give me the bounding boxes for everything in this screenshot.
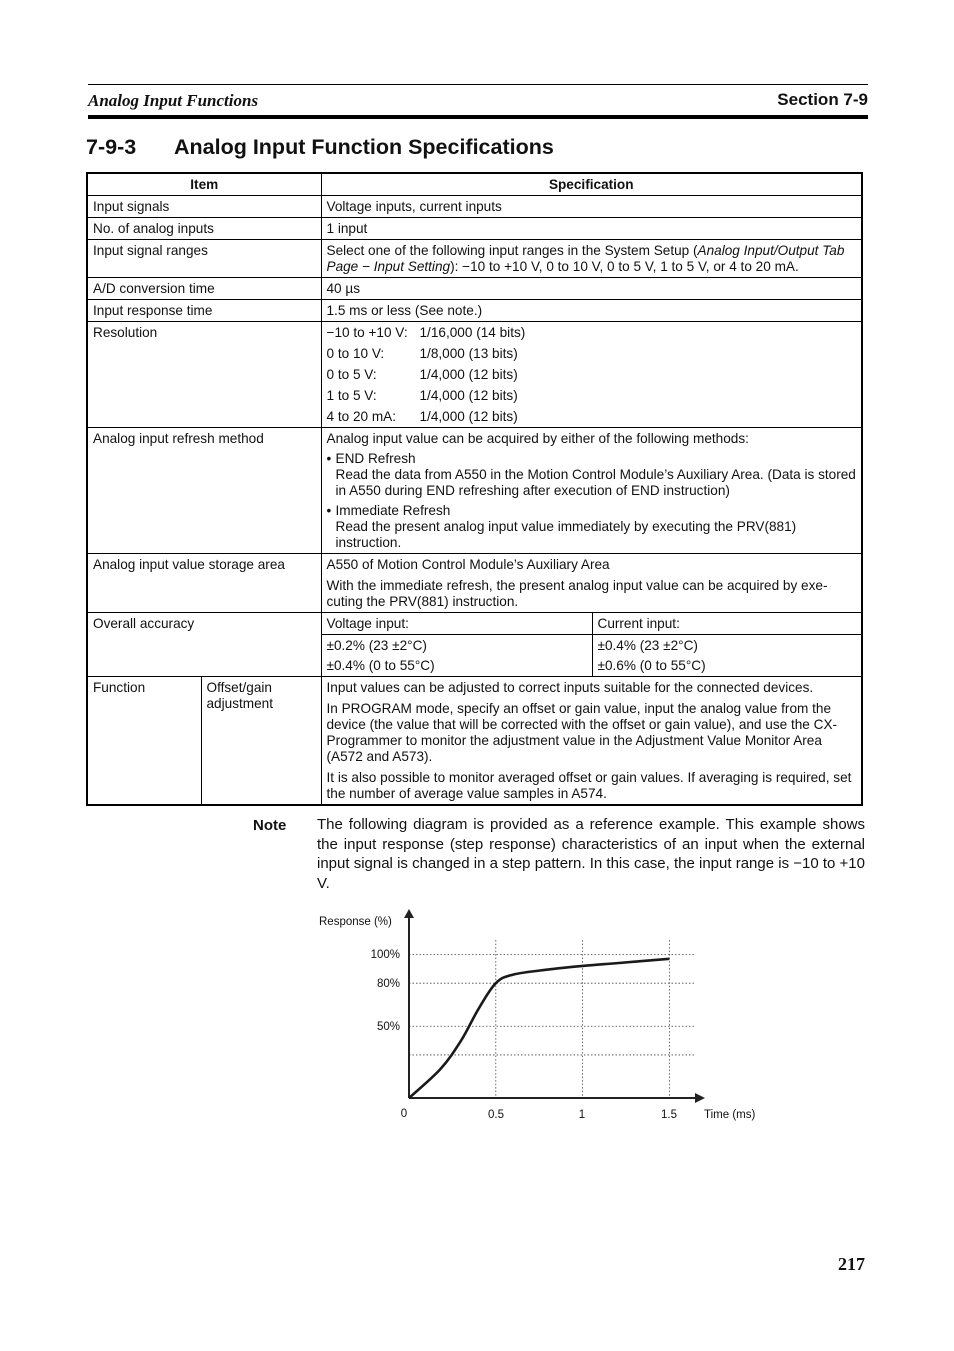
spec-cell: [321, 677, 862, 806]
storage-p1: A550 of Motion Control Module’s Auxiliary Area: [326, 557, 610, 572]
spec-cell: [321, 428, 862, 554]
item-cell: No. of analog inputs: [87, 218, 321, 240]
resolution-row: [327, 388, 857, 404]
resolution-value: 1/4,000 (12 bits): [419, 388, 518, 403]
x-tick-label: 0.5: [488, 1109, 504, 1121]
accuracy-value: ±0.4% (0 to 55°C): [326, 658, 435, 673]
y-axis-arrow-icon: [404, 909, 414, 918]
spec-cell: Voltage inputs, current inputs: [321, 196, 862, 218]
response-curve: [409, 959, 669, 1098]
spec-cell: [321, 554, 862, 613]
page-number: 217: [838, 1254, 865, 1274]
item-cell: Overall accuracy: [87, 613, 321, 677]
sub-item-cell: Offset/gain adjustment: [201, 677, 321, 806]
refresh-intro: Analog input value can be acquired by either of the following methods:: [326, 431, 749, 446]
resolution-range: −10 to +10 V:: [326, 325, 408, 340]
table-row: [87, 428, 862, 554]
table-row: [87, 322, 862, 428]
item-cell: Analog input refresh method: [87, 428, 321, 554]
resolution-row: [327, 409, 857, 425]
resolution-row: [327, 325, 857, 341]
section-title-text: Analog Input Function Specifications: [174, 135, 554, 159]
bullet-immediate-refresh: [327, 503, 857, 551]
resolution-value: 1/4,000 (12 bits): [419, 367, 518, 382]
table-row: [87, 677, 862, 806]
storage-p2: With the immediate refresh, the present analog input value can be acquired by exe-cuting the PRV(881) instruction.: [326, 578, 828, 609]
ranges-text-b: Analog Input/Output Tab Page − Input Setting: [326, 243, 845, 274]
running-header: [88, 84, 868, 119]
header-chapter-title: Analog Input Functions: [88, 91, 259, 110]
table-row: [87, 240, 862, 278]
function-p1: Input values can be adjusted to correct inputs suitable for the connected devices.: [326, 680, 814, 695]
note-text: The following diagram is provided as a reference example. This example shows the input response (step response) characteristics of an input when the external input signal is changed in a step pattern. In this case, the input range is −10 to +10 V.: [317, 816, 865, 892]
accuracy-current-label: Current input:: [592, 613, 862, 635]
table-row: [87, 300, 862, 322]
accuracy-value: ±0.2% (23 ±2°C): [326, 638, 427, 653]
step-response-chart: [300, 900, 770, 1130]
immediate-refresh-body: Read the present analog input value immediately by executing the PRV(881) instruction.: [335, 519, 797, 550]
bullet-end-refresh: [327, 451, 857, 499]
ranges-text-a: Select one of the following input ranges in the System Setup (: [326, 243, 698, 258]
resolution-range: 0 to 10 V:: [326, 346, 385, 361]
section-title: [86, 135, 554, 160]
resolution-value: 1/8,000 (13 bits): [419, 346, 518, 361]
header-rule: [88, 115, 868, 119]
chart-grid: [409, 940, 695, 1098]
spec-table: [86, 172, 863, 806]
resolution-value: 1/16,000 (14 bits): [419, 325, 526, 340]
resolution-range: 1 to 5 V:: [326, 388, 377, 403]
y-axis-label: Response (%): [319, 916, 392, 928]
item-cell: A/D conversion time: [87, 278, 321, 300]
spec-cell: 1 input: [321, 218, 862, 240]
table-row: [87, 278, 862, 300]
accuracy-value: ±0.4% (23 ±2°C): [597, 638, 698, 653]
function-p2: In PROGRAM mode, specify an offset or gain value, input the analog value from the device (the value that will be corrected with the offset or gain value), and use the CX-Programmer to monitor the adjustment value in the Adjustment Value Monitor Area (A572 and A573).: [326, 701, 838, 764]
function-p3: It is also possible to monitor averaged offset or gain values. If averaging is required, set the number of average value samples in A574.: [326, 770, 852, 801]
y-tick-label: 50%: [376, 1021, 400, 1033]
section-number: 7-9-3: [86, 135, 137, 159]
x-axis-label: Time (ms): [704, 1109, 756, 1121]
table-row: [87, 554, 862, 613]
x-tick-label: 0: [400, 1108, 408, 1120]
bullet-icon: •: [326, 503, 332, 518]
resolution-row: [327, 346, 857, 362]
spec-cell: [321, 322, 862, 428]
bullet-icon: •: [326, 451, 332, 466]
item-cell: Input signals: [87, 196, 321, 218]
resolution-range: 4 to 20 mA:: [326, 409, 397, 424]
y-tick-label: 80%: [376, 978, 400, 990]
item-cell: Function: [87, 677, 201, 806]
accuracy-value: ±0.6% (0 to 55°C): [597, 658, 706, 673]
item-cell: Resolution: [87, 322, 321, 428]
item-cell: Input signal ranges: [87, 240, 321, 278]
x-tick-label: 1: [578, 1109, 586, 1121]
accuracy-voltage-values: [321, 635, 592, 677]
resolution-row: [327, 367, 857, 383]
end-refresh-body: Read the data from A550 in the Motion Control Module’s Auxiliary Area. (Data is stored in A550 during END refreshing after execution of END instruction): [335, 467, 856, 498]
x-axis-arrow-icon: [695, 1093, 705, 1103]
resolution-value: 1/4,000 (12 bits): [419, 409, 518, 424]
accuracy-voltage-label: Voltage input:: [321, 613, 592, 635]
spec-cell: [321, 240, 862, 278]
x-tick-label: 1.5: [661, 1109, 677, 1121]
header-item: Item: [87, 173, 321, 196]
spec-cell: 40 µs: [321, 278, 862, 300]
table-row: [87, 196, 862, 218]
item-cell: Input response time: [87, 300, 321, 322]
table-row: [87, 218, 862, 240]
table-row: [87, 613, 862, 635]
resolution-range: 0 to 5 V:: [326, 367, 377, 382]
end-refresh-title: END Refresh: [335, 451, 416, 466]
accuracy-current-values: [592, 635, 862, 677]
note-block: [253, 815, 865, 893]
ranges-text-c: ): −10 to +10 V, 0 to 10 V, 0 to 5 V, 1 to 5 V, or 4 to 20 mA.: [450, 259, 799, 274]
note-label: Note: [253, 817, 287, 834]
table-header-row: [87, 173, 862, 196]
y-tick-label: 100%: [370, 949, 400, 961]
header-spec: Specification: [321, 173, 862, 196]
immediate-refresh-title: Immediate Refresh: [335, 503, 451, 518]
item-cell: Analog input value storage area: [87, 554, 321, 613]
header-section-label: Section 7-9: [777, 90, 868, 109]
spec-cell: 1.5 ms or less (See note.): [321, 300, 862, 322]
